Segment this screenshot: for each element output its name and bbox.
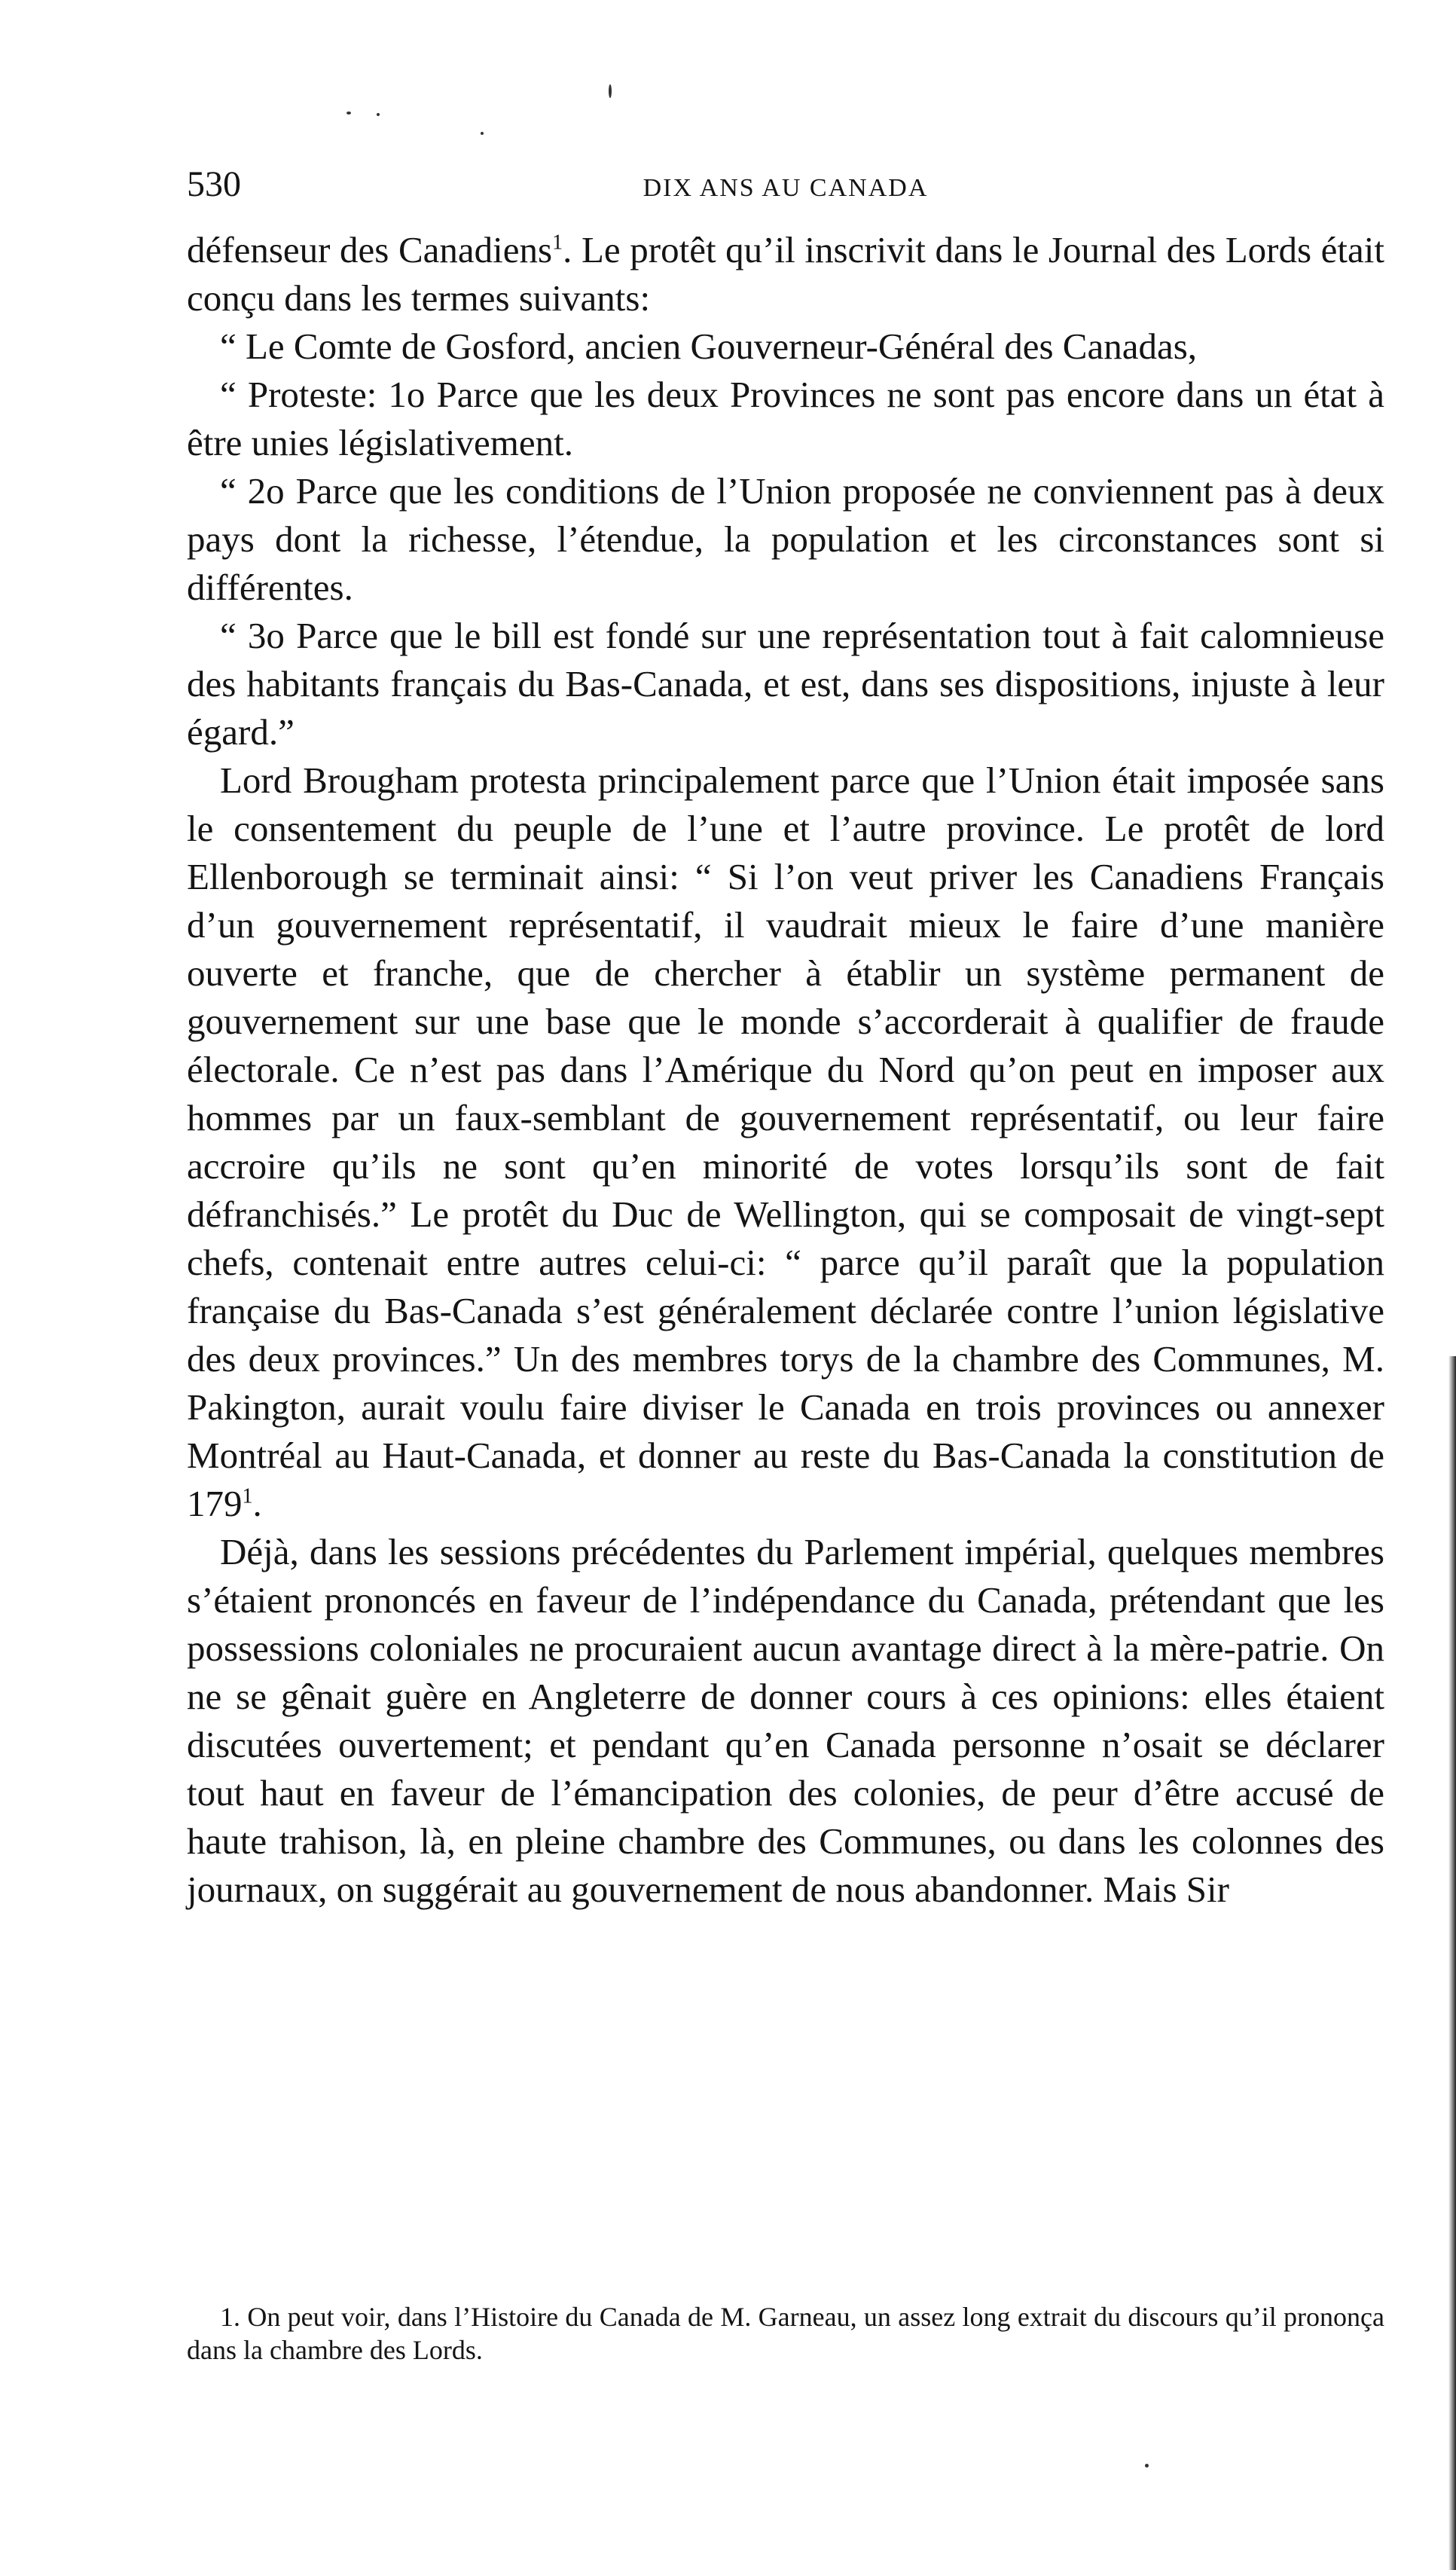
paragraph — [187, 226, 1384, 322]
paragraph: “ 2o Parce que les conditions de l’Union proposée ne conviennent pas à deux pays dont la richesse, l’étendue, la population et les circonstances sont si différentes. — [187, 470, 1384, 608]
page-header — [187, 154, 1384, 215]
paragraph: “ Proteste: 1o Parce que les deux Provinces ne sont pas encore dans un état à être unies législativement. — [187, 374, 1384, 463]
page-edge-shadow — [1448, 1356, 1456, 2570]
text-run: . Le protêt qu’il inscrivit dans le Journal des Lords était conçu dans les termes suivants: — [187, 229, 1384, 319]
text-run: Lord Brougham protesta principalement parce que l’Union était imposée sans le consentement du peuple de l’une et l’autre province. Le protêt de lord Ellenborough se terminait ainsi: “ Si l’on veut priver les Canadiens Français d’un gouvernement représentatif, il vaudrait mieux le faire d’une manière ouverte et franche, que de chercher à établir un système permanent de gouvernement sur une base que le monde s’accorderait à qualifier de fraude électorale. Ce n’est pas dans l’Amérique du Nord qu’on peut en imposer aux hommes par un faux-semblant de gouvernement représentatif, ou leur faire accroire qu’ils ne sont qu’en minorité de votes lorsqu’ils sont de fait défranchisés.” Le protêt du Duc de Wellington, qui se composait de vingt-sept chefs, contenait entre autres celui-ci: “ parce qu’il paraît que la population française du Bas-Canada s’est généralement déclarée contre l’union législative des deux provinces.” Un des membres torys de la chambre des Communes, M. Pakington, aurait voulu faire diviser le Canada en trois provinces ou annexer Montréal au Haut-Canada, et donner au reste du Bas-Canada la constitution de 179 — [187, 759, 1384, 1524]
print-speck — [377, 113, 380, 116]
paragraph: Déjà, dans les sessions précédentes du Parlement impérial, quelques membres s’étaient prononcés en faveur de l’indépendance du Canada, prétendant que les possessions coloniales ne procuraient aucun avantage direct à la mère-patrie. On ne se gênait guère en Angleterre de donner cours à ces opinions: elles étaient discutées ouvertement; et pendant qu’en Canada personne n’osait se déclarer tout haut en faveur de l’émancipation des colonies, de peur d’être accusé de haute trahison, là, en pleine chambre des Communes, ou dans les colonnes des journaux, on suggérait au gouvernement de nous abandonner. Mais Sir — [187, 1531, 1384, 1910]
print-speck — [346, 112, 351, 115]
print-speck — [609, 84, 612, 98]
page-number: 530 — [187, 164, 241, 204]
print-speck — [1145, 2464, 1149, 2468]
text-run: . — [252, 1483, 262, 1524]
footnote-marker: 1 — [242, 1484, 253, 1508]
running-title: DIX ANS AU CANADA — [643, 174, 929, 202]
paragraph: “ 3o Parce que le bill est fondé sur une représentation tout à fait calomnieuse des habitants français du Bas-Canada, et est, dans ses dispositions, injuste à leur égard.” — [187, 615, 1384, 753]
footnote-marker: 1 — [552, 231, 563, 255]
text-run: défenseur des Canadiens — [187, 229, 553, 270]
body-text — [187, 226, 1384, 1914]
print-speck — [481, 132, 484, 135]
paragraph: “ Le Comte de Gosford, ancien Gouverneur-Général des Canadas, — [220, 325, 1198, 367]
paragraph — [187, 756, 1384, 1528]
footnotes — [187, 2300, 1384, 2367]
footnote: 1. On peut voir, dans l’Histoire du Canada de M. Garneau, un assez long extrait du discours qu’il prononça dans la chambre des Lords. — [187, 2302, 1384, 2365]
